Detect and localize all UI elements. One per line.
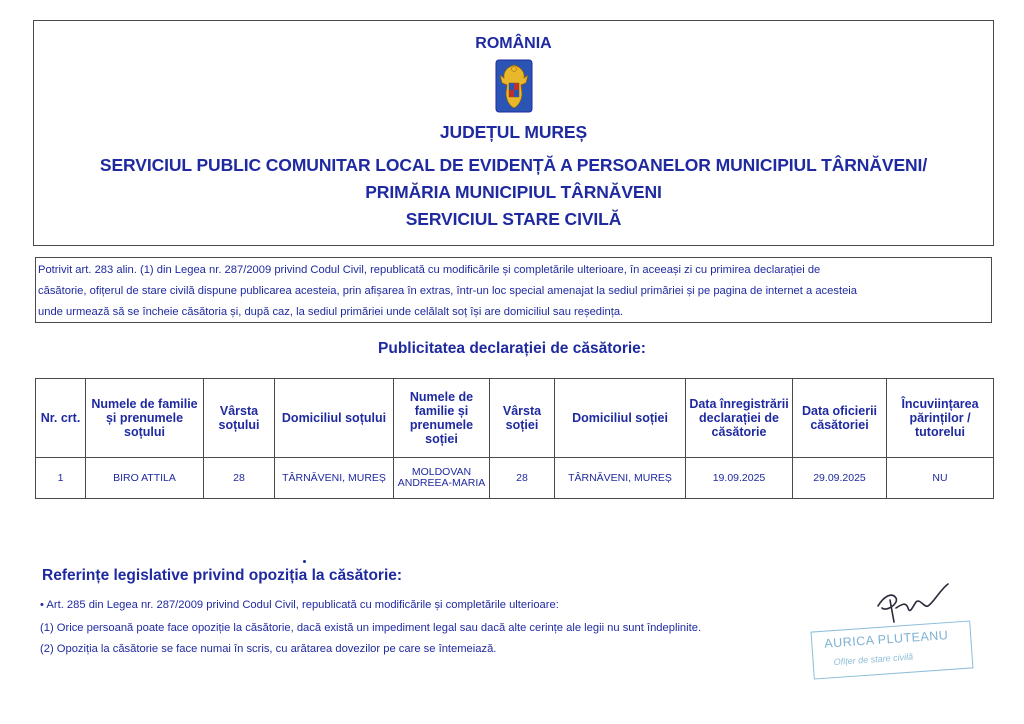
reference-item: (2) Opoziția la căsătorie se face numai în scris, cu arătarea dovezilor pe care se întemeiază. (40, 643, 497, 655)
service-heading: SERVICIUL PUBLIC COMUNITAR LOCAL DE EVIDENȚĂ A PERSOANELOR MUNICIPIUL TÂRNĂVENI/ (99, 155, 928, 175)
cell-wife-domicile: TÂRNĂVENI, MUREȘ (555, 458, 686, 499)
cell-registration-date: 19.09.2025 (686, 458, 793, 499)
cell-husband-name: BIRO ATTILA (86, 458, 204, 499)
notice-line: căsătorie, ofițerul de stare civilă dispune publicarea acesteia, prin afișarea în extras, într-un loc special amenajat la sediul primăriei și pe pagina de internet a acesteia (38, 285, 857, 297)
cell-nr: 1 (36, 458, 86, 499)
stamp-role: Ofițer de stare civilă (833, 651, 914, 668)
references-title: Referințe legislative privind opoziția la căsătorie: (42, 567, 403, 584)
notice-line: unde urmează să se încheie căsătoria și, după caz, la sediul primăriei unde celălalt soț își are domiciliul sau reședința. (38, 306, 624, 318)
country-title: ROMÂNIA (475, 35, 552, 52)
col-header-parental-consent: Încuviințarea părinților / tutorelui (887, 379, 994, 458)
col-header-husband-age: Vârsta soțului (204, 379, 275, 458)
cell-parental-consent: NU (887, 458, 994, 499)
header-box (33, 20, 994, 246)
romania-coat-of-arms-icon (495, 59, 533, 113)
legal-notice (35, 257, 992, 323)
cell-wife-name: MOLDOVAN ANDREEA-MARIA (394, 458, 490, 499)
official-stamp (811, 620, 974, 679)
cell-husband-domicile: TÂRNĂVENI, MUREȘ (275, 458, 394, 499)
cell-ceremony-date: 29.09.2025 (793, 458, 887, 499)
table-row (36, 458, 994, 499)
col-header-husband-name: Numele de familie și prenumele soțului (86, 379, 204, 458)
table-header-row (36, 379, 994, 458)
city-hall-heading: PRIMĂRIA MUNICIPIUL TÂRNĂVENI (365, 182, 662, 202)
cell-husband-age: 28 (204, 458, 275, 499)
handwritten-signature (872, 578, 952, 628)
reference-item: • Art. 285 din Legea nr. 287/2009 privind Codul Civil, republicată cu modificările și completările ulterioare: (40, 599, 559, 611)
col-header-wife-age: Vârsta soției (490, 379, 555, 458)
col-header-registration-date: Data înregistrării declarației de căsătorie (686, 379, 793, 458)
stamp-name: AURICA PLUTEANU (823, 628, 949, 651)
col-header-ceremony-date: Data oficierii căsătoriei (793, 379, 887, 458)
notice-line: Potrivit art. 283 alin. (1) din Legea nr. 287/2009 privind Codul Civil, republicată cu modificările și completările ulterioare, în aceeași zi cu primirea declarației de (38, 264, 821, 276)
col-header-wife-name: Numele de familie și prenumele soției (394, 379, 490, 458)
department-heading: SERVICIUL STARE CIVILĂ (405, 209, 622, 229)
reference-item: (1) Orice persoană poate face opoziție la căsătorie, dacă există un impediment legal sau dacă alte cerințe ale legii nu sunt îndeplinite. (40, 622, 702, 634)
col-header-wife-domicile: Domiciliul soției (555, 379, 686, 458)
col-header-nr: Nr. crt. (36, 379, 86, 458)
marriage-declaration-table (35, 378, 994, 499)
county-heading: JUDEȚUL MUREȘ (439, 122, 588, 142)
cell-wife-age: 28 (490, 458, 555, 499)
bullet-dot (303, 560, 306, 563)
publication-title: Publicitatea declarației de căsătorie: (378, 340, 646, 357)
col-header-husband-domicile: Domiciliul soțului (275, 379, 394, 458)
